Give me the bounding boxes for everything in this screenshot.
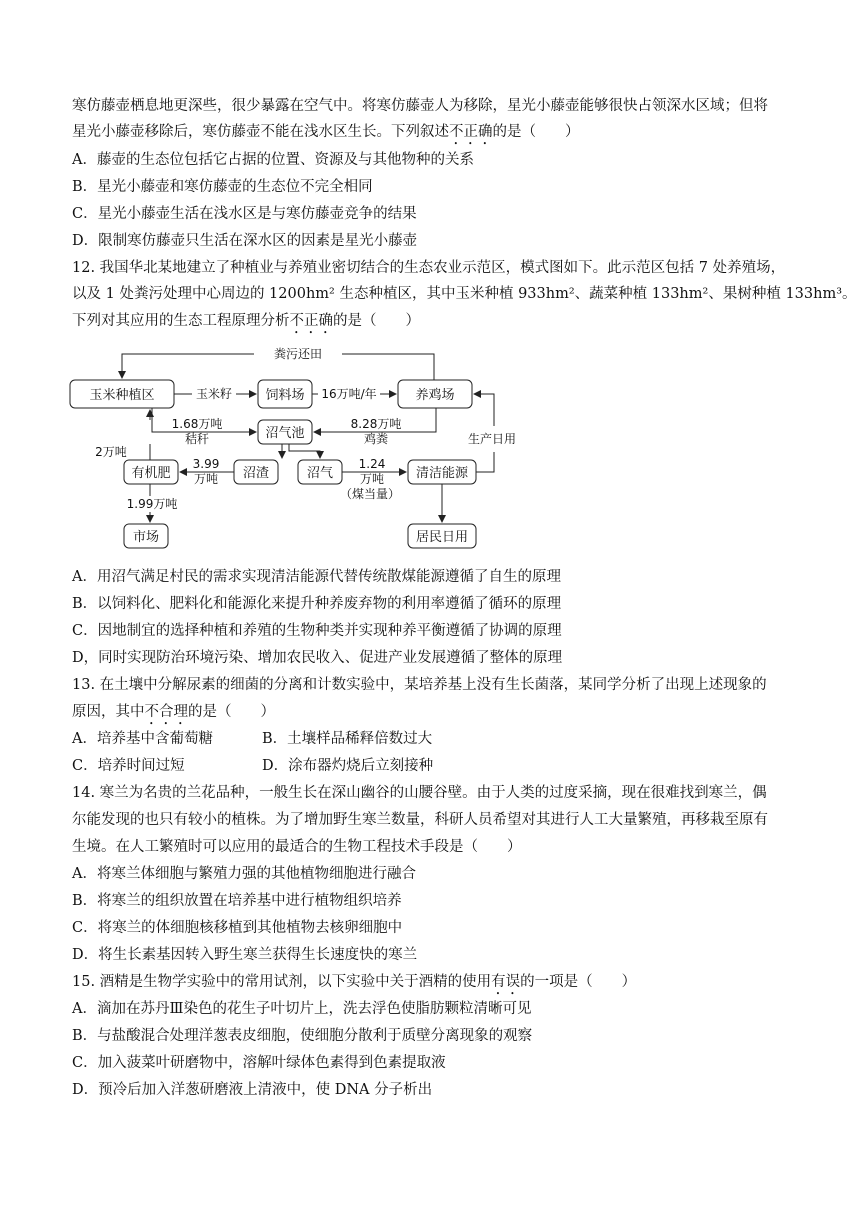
q15-option-b: B．与盐酸混合处理洋葱表皮细胞，使细胞分散利于质壁分离现象的观察 [72, 1028, 533, 1044]
q11-emphasis: 不正确 [449, 124, 493, 140]
q11-option-b: B．星光小藤壶和寒仿藤壶的生态位不完全相同 [72, 179, 373, 195]
q14-stem-line-2: 尔能发现的也只有较小的植株。为了增加野生寒兰数量，科研人员希望对其进行人工大量繁殖，再移栽至原有 [72, 812, 768, 828]
q13-stem-blank: 的是（ ） [188, 704, 275, 720]
q12-stem-blank: 的是（ ） [333, 313, 420, 329]
chicken-farm-label: 养鸡场 [415, 388, 455, 403]
q15-stem-line-1 [72, 972, 636, 998]
eco-agriculture-diagram [0, 340, 860, 555]
q13-stem-line-2 [72, 702, 275, 728]
q13-stem-line-1: 13. 在土壤中分解尿素的细菌的分离和计数实验中，某培养基上没有生长菌落，某同学分析了出现上述现象的 [72, 677, 767, 693]
q15-stem-blank: 的一项是（ ） [520, 974, 637, 990]
q11-stem-line-1: 寒仿藤壶栖息地更深些，很少暴露在空气中。将寒仿藤壶人为移除，星光小藤壶能够很快占领深水区域；但将 [72, 98, 768, 114]
biogas-label: 沼气 [306, 466, 334, 481]
q11-stem-line-2 [72, 122, 580, 148]
corn-kernel-label: 玉米籽 [195, 387, 233, 401]
tons-168-label: 1.68万吨 [171, 417, 223, 431]
q12-option-a: A．用沼气满足村民的需求实现清洁能源代替传统散煤能源遵循了自生的原理 [72, 569, 561, 585]
residue-label: 沼渣 [242, 466, 270, 481]
q12-option-b: B．以饲料化、肥料化和能源化来提升种养废弃物的利用率遵循了循环的原理 [72, 596, 562, 612]
fertilizer-label: 有机肥 [131, 466, 171, 481]
tons-199-label: 1.99万吨 [126, 497, 178, 511]
q12-stem-line-2: 以及 1 处粪污处理中心周边的 1200hm² 生态种植区，其中玉米种植 933hm²、蔬菜种植 133hm²、果树种植 133hm³。 [72, 286, 857, 302]
q13-option-a: A．培养基中含葡萄糖 [72, 731, 213, 747]
q12-option-d: D，同时实现防治环境污染、增加农民收入、促进产业发展遵循了整体的原理 [72, 650, 563, 666]
q12-emphasis: 不正确 [289, 313, 333, 329]
q13-emphasis: 不合理 [144, 704, 188, 720]
q13-option-c: C．培养时间过短 [72, 758, 185, 774]
production-use-label: 生产日用 [467, 432, 517, 446]
tons-399-label: 3.99 [192, 457, 220, 471]
q13-stem-text: 原因，其中 [72, 704, 145, 720]
straw-label: 秸秆 [184, 432, 210, 446]
q15-option-c: C．加入菠菜叶研磨物中，溶解叶绿体色素得到色素提取液 [72, 1055, 446, 1071]
clean-energy-label: 清洁能源 [415, 466, 469, 481]
feed-plant-label: 饲料场 [265, 388, 305, 403]
q15-emphasis: 有误 [491, 974, 521, 990]
q13-option-b: B．土壤样品稀释倍数过大 [262, 731, 433, 747]
tons-124-label: 1.24 [358, 457, 386, 471]
q11-stem-blank: 的是（ ） [492, 124, 580, 140]
coal-equivalent-label: （煤当量） [339, 487, 401, 501]
q11-option-a: A．藤壶的生态位包括它占据的位置、资源及与其他物种的关系 [72, 152, 474, 168]
q13-option-d: D．涂布器灼烧后立刻接种 [262, 758, 434, 774]
q11-option-c: C．星光小藤壶生活在浅水区是与寒仿藤壶竞争的结果 [72, 206, 417, 222]
tons-16-label: 16万吨/年 [321, 387, 377, 401]
q12-stem-text: 下列对其应用的生态工程原理分析 [72, 313, 290, 329]
market-label: 市场 [132, 530, 160, 545]
q11-stem-text: 星光小藤壶移除后，寒仿藤壶不能在浅水区生长。下列叙述 [72, 124, 449, 140]
q14-stem-line-3: 生境。在人工繁殖时可以应用的最适合的生物工程技术手段是（ ） [72, 839, 522, 855]
tons-828-label: 8.28万吨 [350, 417, 402, 431]
q15-stem-text: 15. 酒精是生物学实验中的常用试剂，以下实验中关于酒精的使用 [72, 974, 492, 990]
q14-option-d: D．将生长素基因转入野生寒兰获得生长速度快的寒兰 [72, 947, 418, 963]
q11-option-d: D．限制寒仿藤壶只生活在深水区的因素是星光小藤壶 [72, 233, 418, 249]
q12-stem-line-3 [72, 311, 420, 337]
q14-option-c: C．将寒兰的体细胞核移植到其他植物去核卵细胞中 [72, 920, 403, 936]
q14-option-b: B．将寒兰的组织放置在培养基中进行植物组织培养 [72, 893, 402, 909]
wan-ton-a-label: 万吨 [193, 472, 219, 486]
residents-label: 居民日用 [415, 530, 469, 545]
q15-option-a: A．滴加在苏丹Ⅲ染色的花生子叶切片上，洗去浮色使脂肪颗粒清晰可见 [72, 1001, 532, 1017]
corn-area-label: 玉米种植区 [89, 388, 155, 403]
tons-2-label: 2万吨 [95, 445, 127, 459]
manure-return-label: 粪污还田 [273, 347, 323, 361]
q12-stem-line-1: 12. 我国华北某地建立了种植业与养殖业密切结合的生态农业示范区，模式图如下。此示范区包括 7 处养殖场， [72, 260, 786, 276]
chicken-manure-label: 鸡粪 [363, 432, 389, 446]
q15-option-d: D．预冷后加入洋葱研磨液上清液中，使 DNA 分子析出 [72, 1082, 433, 1098]
q14-stem-line-1: 14. 寒兰为名贵的兰花品种，一般生长在深山幽谷的山腰谷壁。由于人类的过度采摘，现在很难找到寒兰，偶 [72, 785, 767, 801]
wan-ton-b-label: 万吨 [359, 472, 385, 486]
q14-option-a: A．将寒兰体细胞与繁殖力强的其他植物细胞进行融合 [72, 866, 416, 882]
biogas-pool-label: 沼气池 [265, 426, 305, 441]
q12-option-c: C．因地制宜的选择种植和养殖的生物种类并实现种养平衡遵循了协调的原理 [72, 623, 562, 639]
